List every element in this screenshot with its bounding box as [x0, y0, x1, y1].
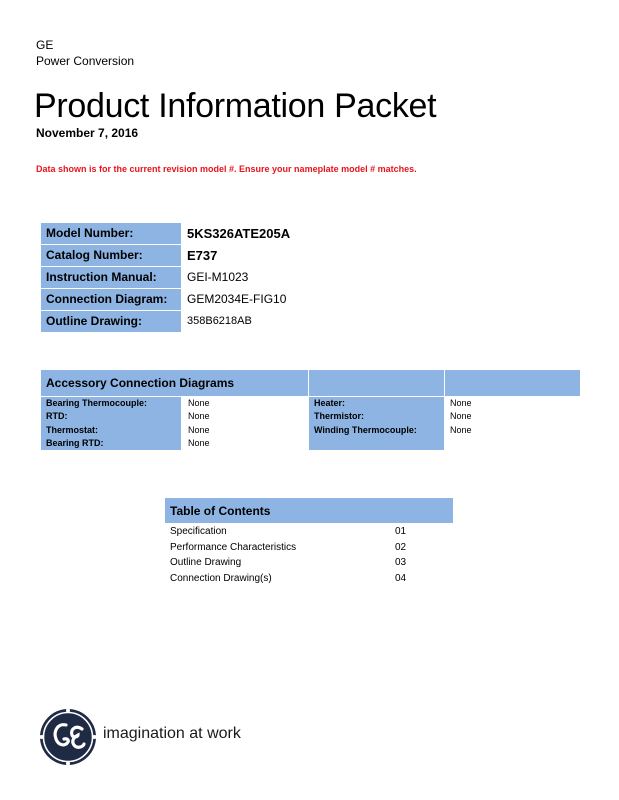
- division-name: Power Conversion: [36, 54, 135, 68]
- toc-title: Table of Contents: [170, 504, 271, 518]
- bearing-rtd-value: None: [188, 438, 210, 448]
- toc-page-number: 03: [395, 557, 407, 568]
- catalog-number-value: E737: [187, 248, 218, 263]
- toc-page-number: 04: [395, 573, 407, 584]
- page-date: November 7, 2016: [36, 126, 139, 140]
- bearing-thermocouple-label: Bearing Thermocouple:: [46, 398, 148, 408]
- outline-drawing-label: Outline Drawing:: [41, 311, 181, 332]
- company-name: GE: [36, 38, 54, 52]
- instruction-manual-value: GEI-M1023: [187, 270, 249, 284]
- model-number-label: Model Number:: [41, 223, 181, 244]
- thermistor-label: Thermistor:: [314, 411, 365, 421]
- toc-item-performance-characteristics[interactable]: Performance Characteristics: [170, 542, 297, 553]
- heater-label: Heater:: [314, 398, 346, 408]
- bearing-rtd-label: Bearing RTD:: [46, 438, 104, 448]
- rtd-value: None: [188, 411, 210, 421]
- winding-thermocouple-value: None: [450, 425, 472, 435]
- thermostat-value: None: [188, 425, 210, 435]
- outline-drawing-value: 358B6218AB: [187, 315, 252, 327]
- toc-item-connection-drawings[interactable]: Connection Drawing(s): [170, 573, 272, 584]
- bearing-thermocouple-value: None: [188, 398, 210, 408]
- toc-item-specification[interactable]: Specification: [170, 526, 227, 537]
- instruction-manual-label: Instruction Manual:: [41, 267, 181, 288]
- toc-item-outline-drawing[interactable]: Outline Drawing: [170, 557, 242, 568]
- winding-thermocouple-label: Winding Thermocouple:: [314, 425, 417, 435]
- tagline: imagination at work: [103, 725, 241, 742]
- accessory-table-header: [41, 370, 580, 396]
- toc-page-number: 01: [395, 526, 407, 537]
- connection-diagram-value: GEM2034E-FIG10: [187, 292, 287, 306]
- accessory-table-title: Accessory Connection Diagrams: [46, 376, 235, 390]
- ge-monogram-logo-icon: [38, 707, 98, 767]
- column-divider: [444, 370, 445, 396]
- model-number-value: 5KS326ATE205A: [187, 226, 291, 241]
- revision-notice: Data shown is for the current revision model #. Ensure your nameplate model # matches.: [36, 164, 417, 174]
- heater-value: None: [450, 398, 472, 408]
- catalog-number-label: Catalog Number:: [41, 245, 181, 266]
- toc-header: [165, 498, 453, 523]
- rtd-label: RTD:: [46, 411, 68, 421]
- connection-diagram-label: Connection Diagram:: [41, 289, 181, 310]
- thermostat-label: Thermostat:: [46, 425, 99, 435]
- column-divider: [308, 370, 309, 396]
- toc-page-number: 02: [395, 542, 407, 553]
- page-title: Product Information Packet: [34, 87, 437, 125]
- thermistor-value: None: [450, 411, 472, 421]
